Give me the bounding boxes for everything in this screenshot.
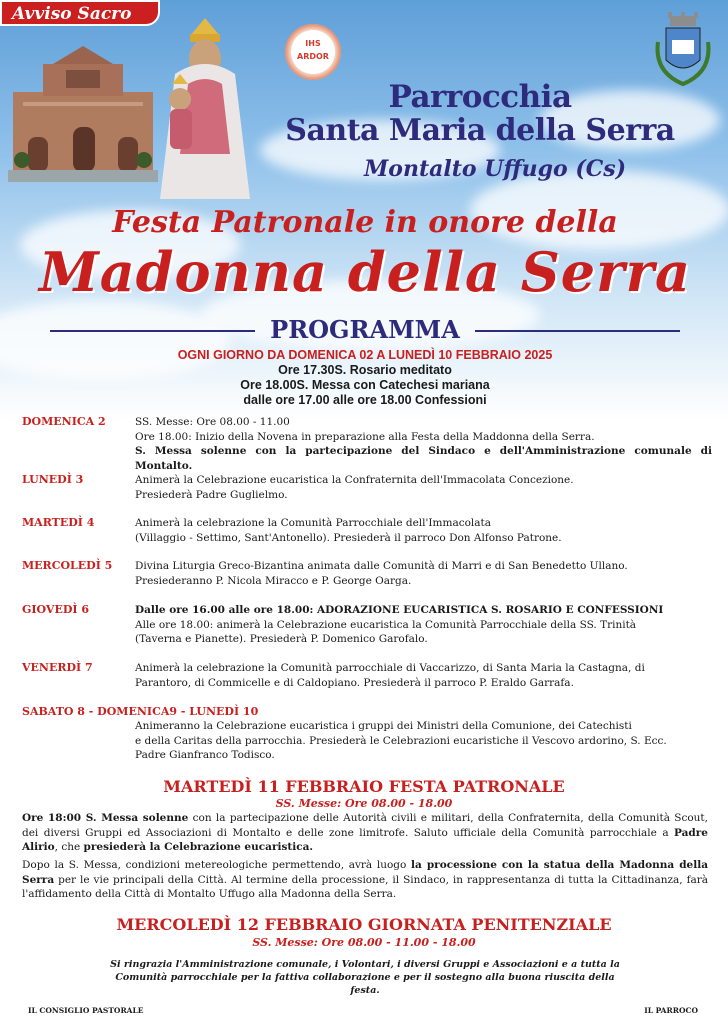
thanks-note xyxy=(110,958,620,997)
para-bold: Ore 18:00 S. Messa solenne xyxy=(22,812,189,824)
day-body xyxy=(135,415,712,473)
seal-ardor-text: ARDOR xyxy=(297,52,329,61)
penitential-day-title: MERCOLEDÌ 12 FEBBRAIO GIORNATA PENITENZIALE xyxy=(116,915,612,934)
town-subtitle: Montalto Uffugo (Cs) xyxy=(363,156,627,182)
day-name: DOMENICA 2 xyxy=(22,415,106,428)
day-name: VENERDÌ 7 xyxy=(22,661,93,674)
festa-heading: Festa Patronale in onore della xyxy=(112,205,618,240)
day-line: Presiederà Padre Guglielmo. xyxy=(135,488,288,501)
day-line: Padre Gianfranco Todisco. xyxy=(135,749,275,761)
footer-pastoral-council: IL CONSIGLIO PASTORALE xyxy=(28,1006,144,1015)
penitential-day-masses: SS. Messe: Ore 08.00 - 11.00 - 18.00 xyxy=(252,936,476,949)
para-bold: la processione con la statua della Madonna della Serra xyxy=(22,859,708,886)
feast-day-masses: SS. Messe: Ore 08.00 - 18.00 xyxy=(275,797,453,810)
day-line: Animerà la celebrazione la Comunità Parrocchiale dell'Immacolata xyxy=(135,517,492,529)
day-line: S. Messa solenne con la partecipazione del Sindaco e dell'Amministrazione comunale di Montalto. xyxy=(135,445,712,472)
day-body xyxy=(135,719,712,763)
para-bold: Padre Alirio xyxy=(22,826,708,853)
day-body xyxy=(135,516,712,545)
day-line: Ore 18.00: Inizio della Novena in preparazione alla Festa della Maddonna della Serra. xyxy=(135,430,595,443)
day-line: Alle ore 18.00: animerà la Celebrazione eucaristica la Comunità Parrocchiale della SS. Trinità xyxy=(135,618,637,631)
day-body xyxy=(135,603,712,647)
everyday-line: dalle ore 17.00 alle ore 18.00 Confessioni xyxy=(243,393,487,407)
day-name: MERCOLEDÌ 5 xyxy=(22,559,113,572)
ihs-ardor-seal xyxy=(285,24,341,80)
day-line: (Taverna e Pianette). Presiederà P. Domenico Garofalo. xyxy=(135,633,428,645)
para-bold: presiederà la Celebrazione eucaristica. xyxy=(83,841,314,853)
everyday-line: Ore 18.00S. Messa con Catechesi mariana xyxy=(240,378,490,392)
day-line: (Villaggio - Settimo, Sant'Antonello). Presiederà il parroco Don Alfonso Patrone. xyxy=(135,531,562,544)
day-name: LUNEDÌ 3 xyxy=(22,473,84,486)
programma-title: PROGRAMMA xyxy=(270,315,460,344)
everyday-line: Ore 17.30S. Rosario meditato xyxy=(278,363,452,377)
everyday-schedule xyxy=(100,348,630,408)
seal-ihs-text: IHS xyxy=(305,39,321,48)
programma-header xyxy=(50,315,680,345)
day-line: Parantoro, di Commicelle e di Caldopiano. Presiederà il parroco P. Eraldo Garrafa. xyxy=(135,676,574,689)
avviso-sacro-badge: Avviso Sacro xyxy=(0,0,160,26)
church-facade-image xyxy=(8,42,158,182)
madonna-statue-image xyxy=(150,14,260,199)
programma-rule-right xyxy=(475,330,680,332)
day-body xyxy=(135,559,712,588)
parish-title xyxy=(250,80,710,148)
madonna-heading: Madonna della Serra xyxy=(38,240,692,304)
day-line: Animerà la Celebrazione eucaristica la Confraternita dell'Immacolata Concezione. xyxy=(135,474,574,486)
day-line: SS. Messe: Ore 08.00 - 11.00 xyxy=(135,416,290,428)
footer-parish-priest: IL PARROCO xyxy=(644,1006,698,1015)
para-text: Dopo la S. Messa, condizioni metereologiche permettendo, avrà luogo xyxy=(22,859,412,871)
para-text: per le vie principali della Città. Al termine della processione, il Sindaco, in rappresentanza di tutta la Cittadinanza, farà l'affidamento della Città di Montalto Uffugo alla Madonna della Serra. xyxy=(22,873,708,900)
day-body xyxy=(135,661,712,690)
feast-paragraph-1 xyxy=(22,811,708,855)
municipal-crest-icon xyxy=(652,12,714,88)
day-name: MARTEDÌ 4 xyxy=(22,516,95,529)
day-line: e della Caritas della parrocchia. Presiederà le Celebrazioni eucaristiche il Vescovo ardorino, S. Ecc. xyxy=(135,734,667,747)
feast-day-title: MARTEDÌ 11 FEBBRAIO FESTA PATRONALE xyxy=(163,777,565,796)
day-line: Animeranno la Celebrazione eucaristica i gruppi dei Ministri della Comunione, dei Catechisti xyxy=(135,720,632,732)
everyday-dates: OGNI GIORNO DA DOMENICA 02 A LUNEDÌ 10 FEBBRAIO 2025 xyxy=(177,348,553,362)
para-text: con la partecipazione delle Autorità civili e militari, della Confraternita, della Comunità Scout, dei diversi Gruppi ed Associazioni di Montalto e delle zone limitrofe. Saluto ufficiale della Comunità parrocchiale a xyxy=(22,812,708,839)
parish-line-2: Santa Maria della Serra xyxy=(285,113,675,148)
day-name: GIOVEDÌ 6 xyxy=(22,603,90,616)
day-line: Divina Liturgia Greco-Bizantina animata dalle Comunità di Marri e di San Benedetto Ullano. xyxy=(135,560,628,572)
day-line: Presiederanno P. Nicola Miracco e P. George Oarga. xyxy=(135,574,412,587)
parish-line-1: Parrocchia xyxy=(388,79,572,115)
feast-paragraph-2 xyxy=(22,858,708,902)
day-name: SABATO 8 - DOMENICA9 - LUNEDÌ 10 xyxy=(22,705,259,718)
day-body xyxy=(135,473,712,502)
thanks-line: Si ringrazia l'Amministrazione comunale, i Volontari, i diversi Gruppi e Associazioni e a tutta la xyxy=(110,959,620,970)
thanks-line: Comunità parrocchiale per la fattiva collaborazione e per il sostegno alla buona riuscita della festa. xyxy=(115,972,615,996)
para-text: , che xyxy=(54,841,84,853)
day-entry xyxy=(22,705,712,761)
day-line: Animerà la celebrazione la Comunità parrocchiale di Vaccarizzo, di Santa Maria la Castagna, di xyxy=(135,662,645,674)
day-line: Dalle ore 16.00 alle ore 18.00: ADORAZIONE EUCARISTICA S. ROSARIO E CONFESSIONI xyxy=(135,604,664,616)
